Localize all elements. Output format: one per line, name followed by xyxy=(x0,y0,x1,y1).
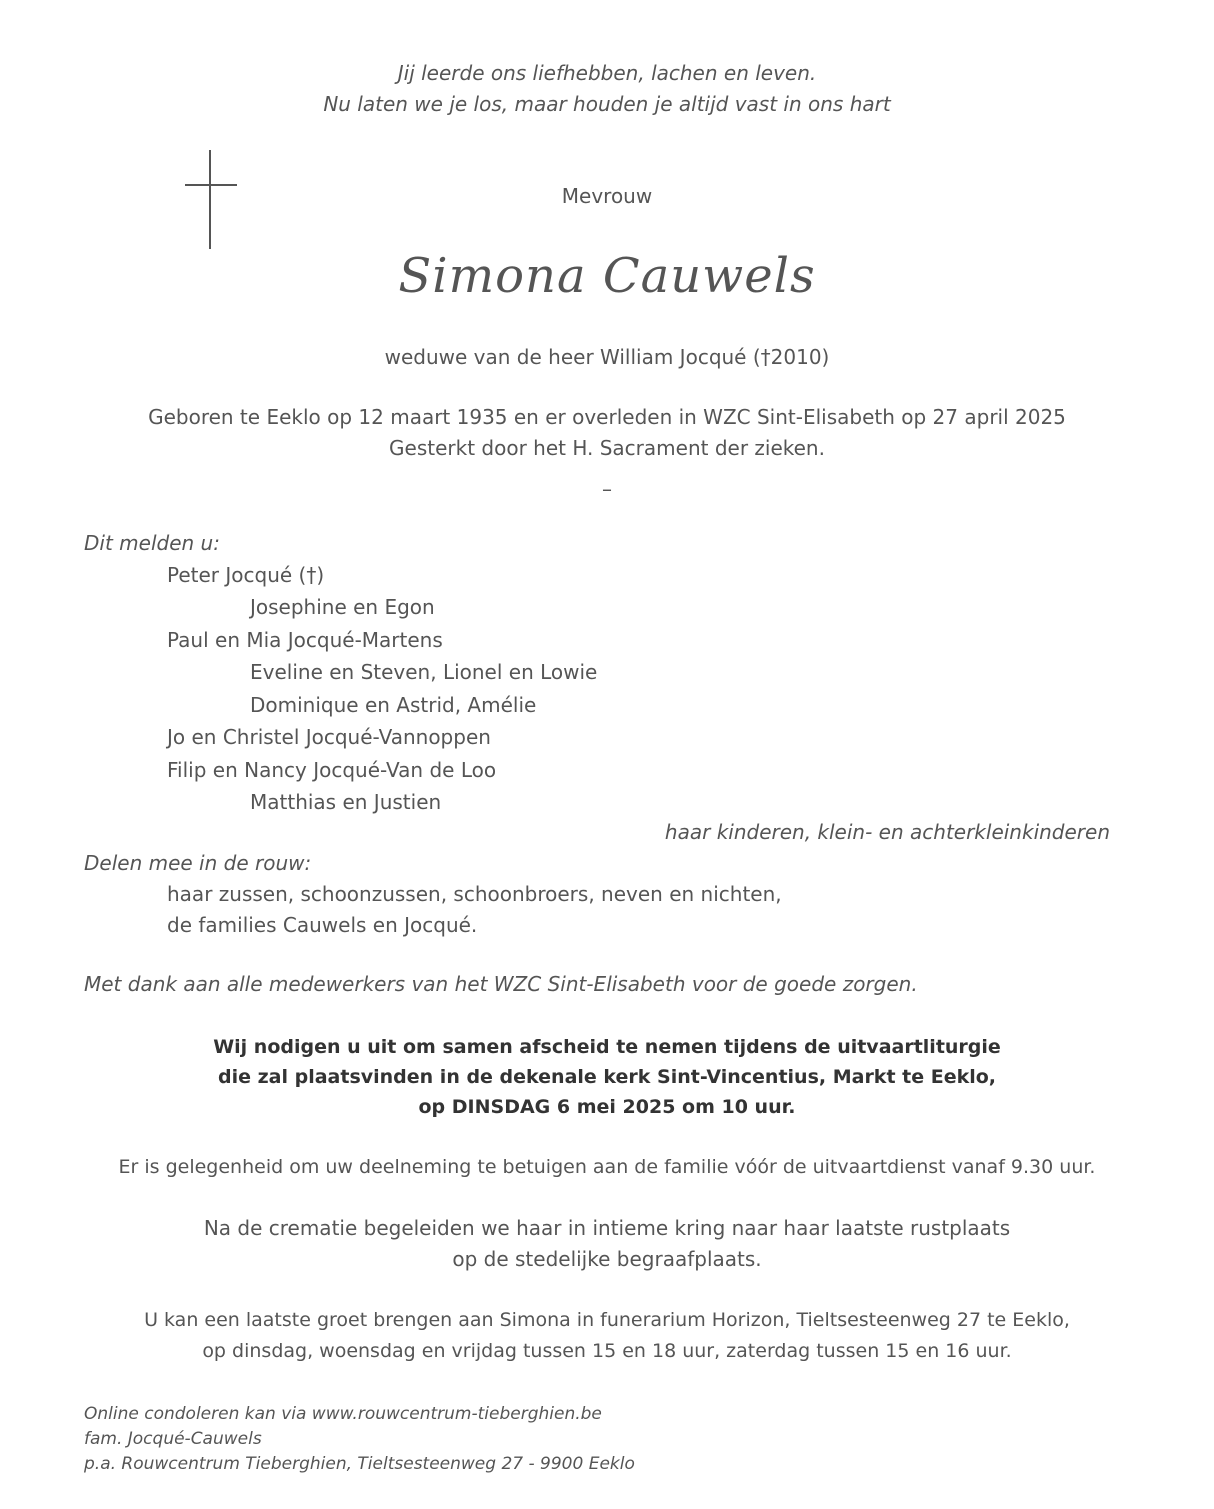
motto-line-2: Nu laten we je los, maar houden je altijd vast in ons hart xyxy=(323,92,891,116)
invitation-line-3: op DINSDAG 6 mei 2025 om 10 uur. xyxy=(418,1096,796,1118)
family-line: Jo en Christel Jocqué-Vannoppen xyxy=(167,725,491,749)
cremation-line-1: Na de crematie begeleiden we haar in intieme kring naar haar laatste rustplaats xyxy=(203,1216,1011,1240)
sacrament: Gesterkt door het H. Sacrament der zieken. xyxy=(389,436,825,460)
family-line: Paul en Mia Jocqué-Martens xyxy=(167,628,443,652)
separator: – xyxy=(602,477,612,501)
salutation: Mevrouw xyxy=(561,184,653,208)
family-line: Matthias en Justien xyxy=(250,790,442,814)
cremation-line-2: op de stedelijke begraafplaats. xyxy=(452,1247,762,1271)
footer-address: p.a. Rouwcentrum Tieberghien, Tieltsesteenweg 27 - 9900 Eeklo xyxy=(84,1454,635,1474)
mourners-line-2: de families Cauwels en Jocqué. xyxy=(167,913,478,937)
announcers-heading: Dit melden u: xyxy=(84,531,220,555)
invitation-line-1: Wij nodigen u uit om samen afscheid te nemen tijdens de uitvaartliturgie xyxy=(213,1036,1001,1058)
mourners-line-1: haar zussen, schoonzussen, schoonbroers, neven en nichten, xyxy=(167,882,782,906)
visitation-line-1: U kan een laatste groet brengen aan Simona in funerarium Horizon, Tieltsesteenweg 27 te Eeklo, xyxy=(144,1309,1070,1331)
footer-online-condolence: Online condoleren kan via www.rouwcentrum-tieberghien.be xyxy=(84,1404,602,1424)
mourners-heading: Delen mee in de rouw: xyxy=(84,851,312,875)
family-line: Eveline en Steven, Lionel en Lowie xyxy=(250,660,598,684)
visitation-line-2: op dinsdag, woensdag en vrijdag tussen 15 en 18 uur, zaterdag tussen 15 en 16 uur. xyxy=(202,1340,1012,1362)
condolence-opportunity: Er is gelegenheid om uw deelneming te betuigen aan de familie vóór de uitvaartdienst vanaf 9.30 uur. xyxy=(118,1156,1096,1178)
family-line: Filip en Nancy Jocqué-Van de Loo xyxy=(167,758,497,782)
footer-family: fam. Jocqué-Cauwels xyxy=(84,1429,262,1449)
family-line: Peter Jocqué (†) xyxy=(167,563,325,587)
birth-death: Geboren te Eeklo op 12 maart 1935 en er overleden in WZC Sint-Elisabeth op 27 april 2025 xyxy=(148,405,1066,429)
motto-line-1: Jij leerde ons liefhebben, lachen en leven. xyxy=(397,61,817,85)
deceased-name: Simona Cauwels xyxy=(398,248,816,304)
thanks-note: Met dank aan alle medewerkers van het WZC Sint-Elisabeth voor de goede zorgen. xyxy=(84,972,918,996)
widow-of: weduwe van de heer William Jocqué (†2010) xyxy=(384,345,830,369)
invitation-line-2: die zal plaatsvinden in de dekenale kerk Sint-Vincentius, Markt te Eeklo, xyxy=(217,1066,997,1088)
family-line: Dominique en Astrid, Amélie xyxy=(250,693,537,717)
family-relation: haar kinderen, klein- en achterkleinkinderen xyxy=(664,820,1110,844)
family-line: Josephine en Egon xyxy=(250,595,435,619)
